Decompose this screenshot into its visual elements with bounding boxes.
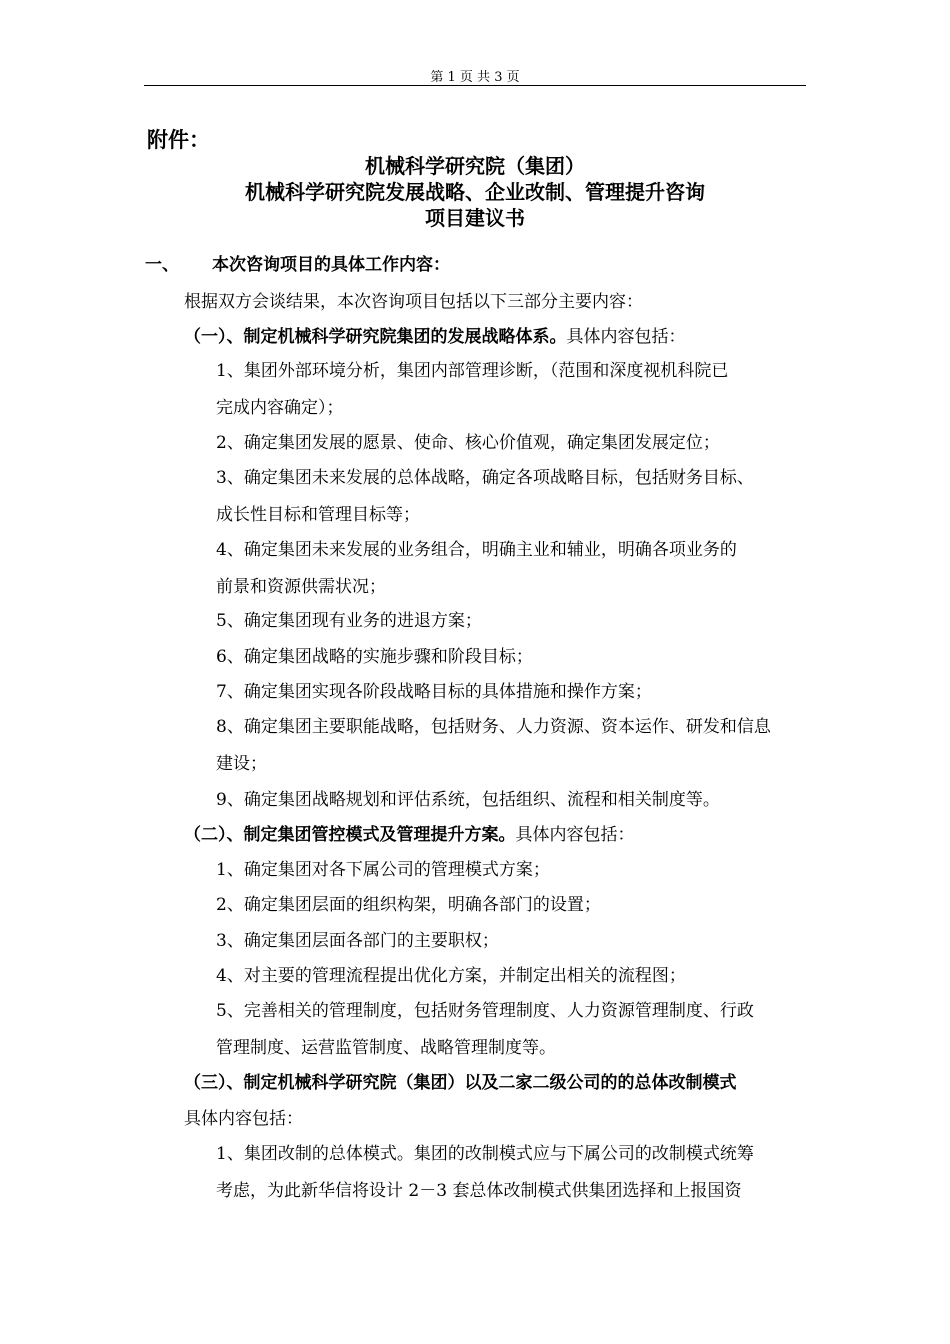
part-3-line: 1、集团改制的总体模式。集团的改制模式应与下属公司的改制模式统筹 <box>216 1144 754 1164</box>
part-1-line: 3、确定集团未来发展的总体战略，确定各项战略目标，包括财务目标、 <box>216 468 754 488</box>
attachment-label: 附件： <box>147 127 210 152</box>
part-1-line: 6、确定集团战略的实施步骤和阶段目标； <box>216 647 533 667</box>
part-1-line: 9、确定集团战略规划和评估系统，包括组织、流程和相关制度等。 <box>216 790 720 810</box>
part-2-line: 3、确定集团层面各部门的主要职权； <box>216 931 499 951</box>
part-2-line: 5、完善相关的管理制度，包括财务管理制度、人力资源管理制度、行政 <box>216 1001 754 1021</box>
title-line-1: 机械科学研究院（集团） <box>365 154 585 178</box>
part-1-line: 完成内容确定）； <box>216 398 344 418</box>
title-line-3: 项目建议书 <box>425 206 525 230</box>
part-1-line: 5、确定集团现有业务的进退方案； <box>216 611 482 631</box>
part-1-line: 4、确定集团未来发展的业务组合，明确主业和辅业，明确各项业务的 <box>216 540 737 560</box>
part-3-line: 考虑，为此新华信将设计 2－3 套总体改制模式供集团选择和上报国资 <box>216 1181 742 1201</box>
part-1-line: 2、确定集团发展的愿景、使命、核心价值观，确定集团发展定位； <box>216 433 720 453</box>
header-rule <box>144 85 806 86</box>
part-1-line: 1、集团外部环境分析，集团内部管理诊断，（范围和深度视机科院已 <box>216 361 729 381</box>
part-1-line: 7、确定集团实现各阶段战略目标的具体措施和操作方案； <box>216 682 652 702</box>
part-2-heading <box>184 820 635 845</box>
part-1-line: 8、确定集团主要职能战略，包括财务、人力资源、资本运作、研发和信息 <box>216 717 771 737</box>
part-2-line: 4、对主要的管理流程提出优化方案，并制定出相关的流程图； <box>216 966 686 986</box>
part-2-line: 1、确定集团对各下属公司的管理模式方案； <box>216 860 550 880</box>
part-3-heading: （三）、制定机械科学研究院（集团）以及二家二级公司的的总体改制模式 <box>184 1073 737 1093</box>
title-line-2: 机械科学研究院发展战略、企业改制、管理提升咨询 <box>245 180 705 204</box>
part-1-line: 成长性目标和管理目标等； <box>216 505 420 525</box>
part-3-heading-rest: 具体内容包括： <box>184 1109 303 1129</box>
part-1-line: 前景和资源供需状况； <box>216 577 386 597</box>
section-1-number: 一、 <box>145 255 179 275</box>
intro-paragraph: 根据双方会谈结果，本次咨询项目包括以下三部分主要内容： <box>184 292 643 312</box>
section-1-heading: 本次咨询项目的具体工作内容： <box>212 255 450 275</box>
part-1-heading-bold: （一）、制定机械科学研究院集团的发展战略体系。 <box>184 327 567 347</box>
part-2-line: 2、确定集团层面的组织构架，明确各部门的设置； <box>216 895 601 915</box>
page-header: 第 1 页 共 3 页 <box>430 70 520 85</box>
part-2-heading-rest: 具体内容包括： <box>515 825 635 845</box>
part-1-line: 建设； <box>216 754 267 774</box>
part-1-heading <box>184 322 686 347</box>
part-2-heading-bold: （二）、制定集团管控模式及管理提升方案。 <box>184 825 516 845</box>
part-2-line: 管理制度、运营监管制度、战略管理制度等。 <box>216 1038 556 1058</box>
part-1-heading-rest: 具体内容包括： <box>566 327 686 347</box>
